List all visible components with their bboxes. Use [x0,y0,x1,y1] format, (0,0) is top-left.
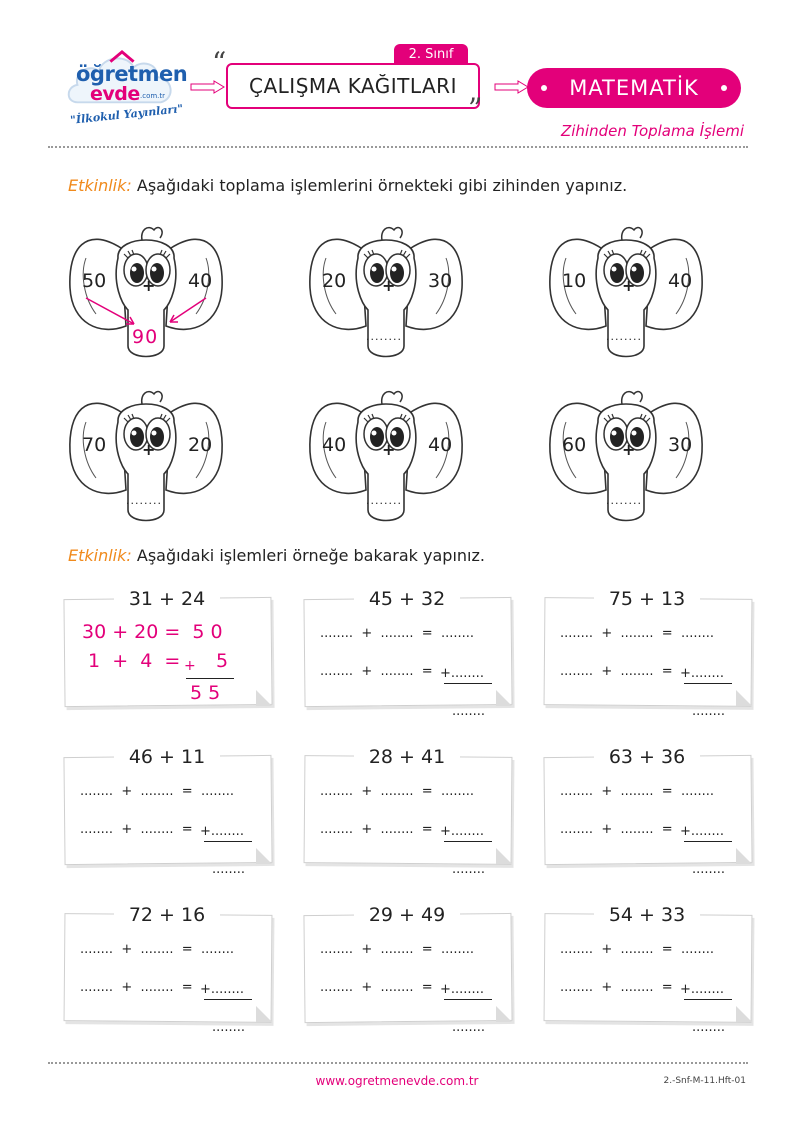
blank-row-1[interactable]: ........ + ........ = ........ [80,784,235,799]
addition-card [304,904,510,1035]
blank-row-2[interactable]: ........ + ........ = [560,822,673,837]
page-curl-icon [256,1006,272,1022]
quote-open-icon: “ [212,46,227,79]
left-addend: 10 [562,270,587,292]
sum-underline [444,841,492,842]
problem-label: 45 + 32 [368,588,446,610]
answer-blank[interactable]: ........ [366,330,402,343]
activity-2-instruction [68,546,485,565]
arrow-right-icon [190,80,226,94]
plus-sign: + [622,276,636,295]
addition-card [64,904,270,1035]
page-curl-icon [736,690,752,706]
page-curl-icon [496,690,512,706]
example-plus: + [184,658,196,674]
logo-text-evde: evde [90,83,140,105]
footer-url: www.ogretmenevde.com.tr [315,1074,479,1088]
problem-label: 29 + 49 [368,904,446,926]
left-addend: 60 [562,434,587,456]
example-result: 5 5 [190,682,221,704]
sum-underline [444,683,492,684]
page-curl-icon [256,690,272,706]
arrow-icon [66,218,226,368]
example-line-1: 30 + 20 = 5 0 [82,621,223,643]
blank-row-2[interactable]: ........ + ........ = [320,822,433,837]
blank-row-2[interactable]: ........ + ........ = [320,664,433,679]
activity-text: Aşağıdaki toplama işlemlerini örnekteki gibi zihinden yapınız. [131,176,628,195]
plus-sign: + [142,276,156,295]
plus-sign: + [382,440,396,459]
problem-label: 75 + 13 [608,588,686,610]
blank-plus-row[interactable]: +........ [680,666,724,681]
elephant-problem [66,218,226,368]
blank-row-1[interactable]: ........ + ........ = ........ [320,784,475,799]
right-addend: 40 [188,270,213,292]
quote-close-icon: ” [468,92,483,125]
blank-row-2[interactable]: ........ + ........ = [80,980,193,995]
problem-label: 28 + 41 [368,746,446,768]
worksheet-title: ÇALIŞMA KAĞITLARI [249,74,457,98]
problem-label: 46 + 11 [128,746,206,768]
right-addend: 40 [668,270,693,292]
card-paper [303,913,512,1023]
left-addend: 20 [322,270,347,292]
answer-blank[interactable]: ........ [606,494,642,507]
plus-sign: + [382,276,396,295]
blank-plus-row[interactable]: +........ [440,666,484,681]
logo-subtitle: "İlkokul Yayınları" [69,102,184,127]
card-paper [544,597,753,707]
sum-underline [186,678,234,679]
right-addend: 40 [428,434,453,456]
card-paper [64,913,273,1023]
left-addend: 70 [82,434,107,456]
right-addend: 30 [668,434,693,456]
card-paper [544,913,753,1023]
blank-result[interactable]: ........ [452,704,486,719]
answer-blank[interactable]: ........ [126,494,162,507]
activity-label: Etkinlik: [68,546,132,565]
elephant-problem [546,382,706,532]
blank-row-1[interactable]: ........ + ........ = ........ [560,942,715,957]
example-card [64,590,270,704]
activity-1-instruction [68,176,627,195]
blank-result[interactable]: ........ [212,862,246,877]
blank-row-2[interactable]: ........ + ........ = [320,980,433,995]
card-paper [303,597,512,707]
sum-underline [204,841,252,842]
blank-result[interactable]: ........ [452,1020,486,1035]
blank-result[interactable]: ........ [692,704,726,719]
blank-row-1[interactable]: ........ + ........ = ........ [560,784,715,799]
footer-code: 2.-Snf-M-11.Hft-01 [663,1076,746,1086]
plus-sign: + [622,440,636,459]
logo-text-ogretmen: öğretmen [76,62,188,86]
blank-row-1[interactable]: ........ + ........ = ........ [560,626,715,641]
card-paper [304,755,513,865]
sum-underline [684,683,732,684]
logo-text-tr: .com.tr [140,92,166,100]
activity-text: Aşağıdaki işlemleri örneğe bakarak yapınız. [131,546,485,565]
blank-row-1[interactable]: ........ + ........ = ........ [80,942,235,957]
problem-label: 72 + 16 [128,904,206,926]
blank-row-1[interactable]: ........ + ........ = ........ [320,626,475,641]
elephant-problem [306,382,466,532]
worksheet-title-box [226,63,480,109]
sum-underline [204,999,252,1000]
blank-result[interactable]: ........ [692,1020,726,1035]
page-curl-icon [736,1006,752,1022]
answer-blank[interactable]: ........ [366,494,402,507]
sum-underline [684,841,732,842]
blank-plus-row[interactable]: +........ [200,824,244,839]
activity-label: Etkinlik: [68,176,132,195]
page-curl-icon [496,1006,512,1022]
divider [48,1062,748,1064]
divider [48,146,748,148]
problem-label: 31 + 24 [128,588,206,610]
page-curl-icon [736,848,752,864]
page-curl-icon [496,848,512,864]
subject-label: MATEMATİK [569,76,699,100]
card-paper [543,755,752,865]
blank-row-2[interactable]: ........ + ........ = [560,664,673,679]
arrow-right-icon [494,80,530,94]
example-line-2-value: 5 [216,650,229,672]
addition-card [304,746,510,877]
addition-card [544,746,750,877]
page-curl-icon [256,848,272,864]
elephant-problem [306,218,466,368]
elephant-problem [66,382,226,532]
elephant-problem [546,218,706,368]
sum-underline [684,999,732,1000]
blank-result[interactable]: ........ [692,862,726,877]
blank-row-2[interactable]: ........ + ........ = [560,980,673,995]
blank-plus-row[interactable]: +........ [680,982,724,997]
answer-blank[interactable]: ........ [606,330,642,343]
blank-result[interactable]: ........ [452,862,486,877]
addition-card [544,904,750,1035]
blank-row-1[interactable]: ........ + ........ = ........ [320,942,475,957]
right-addend: 30 [428,270,453,292]
example-line-2: 1 + 4 = [82,650,187,672]
addition-card [304,588,510,719]
blank-plus-row[interactable]: +........ [440,824,484,839]
topic-title: Zihinden Toplama İşlemi [560,122,744,140]
publisher-logo [62,50,188,127]
blank-plus-row[interactable]: +........ [200,982,244,997]
example-answer: 90 [132,326,159,348]
problem-label: 63 + 36 [608,746,686,768]
grade-badge: 2. Sınıf [394,44,468,66]
left-addend: 50 [82,270,107,292]
blank-row-2[interactable]: ........ + ........ = [80,822,193,837]
sum-underline [444,999,492,1000]
addition-card [64,746,270,877]
bullet-dot-icon [721,85,727,91]
card-paper [63,755,272,865]
addition-card [544,588,750,719]
problem-label: 54 + 33 [608,904,686,926]
blank-result[interactable]: ........ [212,1020,246,1035]
blank-plus-row[interactable]: +........ [440,982,484,997]
right-addend: 20 [188,434,213,456]
subject-badge [527,68,741,108]
blank-plus-row[interactable]: +........ [680,824,724,839]
left-addend: 40 [322,434,347,456]
plus-sign: + [142,440,156,459]
